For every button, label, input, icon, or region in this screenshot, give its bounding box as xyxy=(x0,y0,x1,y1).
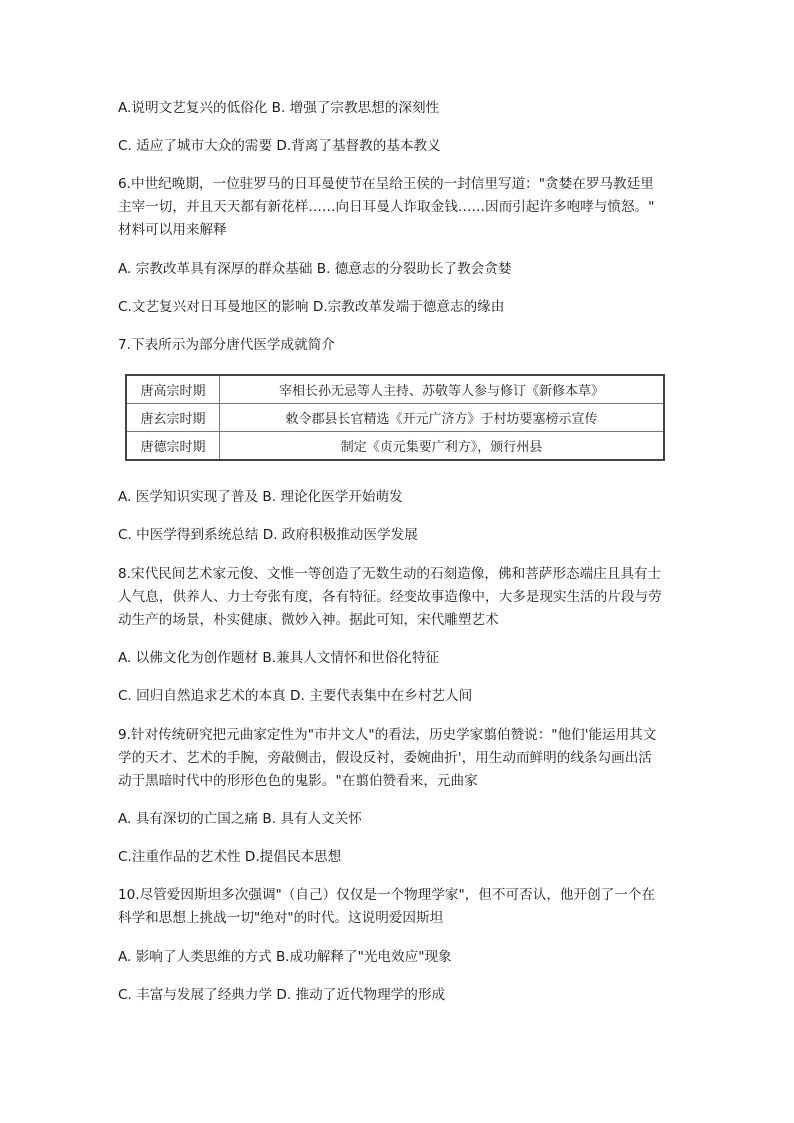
q6-option-c-d: C.文艺复兴对日耳曼地区的影响 D.宗教改革发端于德意志的缘由 xyxy=(118,299,505,315)
q9-stem-line-1: 9.针对传统研究把元曲家定性为"市井文人"的看法，历史学家翦伯赞说："他们'能运用其文 xyxy=(118,727,657,743)
q6-stem-line-1: 6.中世纪晚期，一位驻罗马的日耳曼使节在呈给王侯的一封信里写道："贪婪在罗马教廷里 xyxy=(118,176,654,192)
q6-option-a-b: A. 宗教改革具有深厚的群众基础 B. 德意志的分裂助长了教会贪婪 xyxy=(118,261,512,277)
table-row xyxy=(126,404,664,432)
table-cell-desc: 宰相长孙无忌等人主持、苏敬等人参与修订《新修本草》 xyxy=(220,375,665,404)
q7-option-a-b: A. 医学知识实现了普及 B. 理论化医学开始萌发 xyxy=(118,489,403,505)
q8-option-c-d: C. 回归自然追求艺术的本真 D. 主要代表集中在乡村艺人间 xyxy=(118,688,473,704)
q8-stem-line-3: 动生产的场景，朴实健康、微妙入神。据此可知，宋代雕塑艺术 xyxy=(118,612,499,628)
q5-option-a-b: A.说明文艺复兴的低俗化 B. 增强了宗教思想的深刻性 xyxy=(118,100,440,116)
q10-stem-line-1: 10.尽管爱因斯坦多次强调"（自己）仅仅是一个物理学家"，但不可否认，他开创了一个在 xyxy=(118,887,656,903)
tang-medicine-table xyxy=(125,374,665,461)
q8-stem-line-1: 8.宋代民间艺术家元俊、文惟一等创造了无数生动的石刻造像，佛和菩萨形态端庄且具有士 xyxy=(118,566,662,582)
table-row xyxy=(126,432,664,461)
q6-stem-line-2: 主宰一切，并且天天都有新花样……向日耳曼人诈取金钱……因而引起许多咆哮与愤怒。" xyxy=(118,199,655,215)
q6-stem-line-3: 材料可以用来解释 xyxy=(118,222,227,238)
q9-option-a-b: A. 具有深切的亡国之痛 B. 具有人文关怀 xyxy=(118,811,362,827)
table-cell-desc: 制定《贞元集要广利方》，颁行州县 xyxy=(220,432,665,461)
q9-stem-line-3: 动于黑暗时代中的形形色色的鬼影。"在翦伯赞看来，元曲家 xyxy=(118,773,478,789)
q7-option-c-d: C. 中医学得到系统总结 D. 政府积极推动医学发展 xyxy=(118,527,418,543)
table-cell-era: 唐德宗时期 xyxy=(126,432,220,461)
table-cell-desc: 敕令郡县长官精选《开元广济方》于村坊要塞榜示宣传 xyxy=(220,404,665,432)
table-cell-era: 唐高宗时期 xyxy=(126,375,220,404)
q9-option-c-d: C.注重作品的艺术性 D.提倡民本思想 xyxy=(118,849,342,865)
q8-stem-line-2: 人气息，供养人、力士夸张有度，各有特征。经变故事造像中，大多是现实生活的片段与劳 xyxy=(118,589,662,605)
q9-stem-line-2: 学的天才、艺术的手腕，旁敲侧击，假设反衬，委婉曲折'，用生动而鲜明的线条勾画出活 xyxy=(118,750,652,766)
table-row xyxy=(126,375,664,404)
q10-option-c-d: C. 丰富与发展了经典力学 D. 推动了近代物理学的形成 xyxy=(118,987,446,1003)
q10-stem-line-2: 科学和思想上挑战一切"绝对"的时代。这说明爱因斯坦 xyxy=(118,910,444,926)
q10-option-a-b: A. 影响了人类思维的方式 B.成功解释了"光电效应"现象 xyxy=(118,949,452,965)
q7-stem: 7.下表所示为部分唐代医学成就简介 xyxy=(118,337,335,353)
table-cell-era: 唐玄宗时期 xyxy=(126,404,220,432)
q5-option-c-d: C. 适应了城市大众的需要 D.背离了基督教的基本教义 xyxy=(118,138,441,154)
q8-option-a-b: A. 以佛文化为创作题材 B.兼具人文情怀和世俗化特征 xyxy=(118,650,440,666)
